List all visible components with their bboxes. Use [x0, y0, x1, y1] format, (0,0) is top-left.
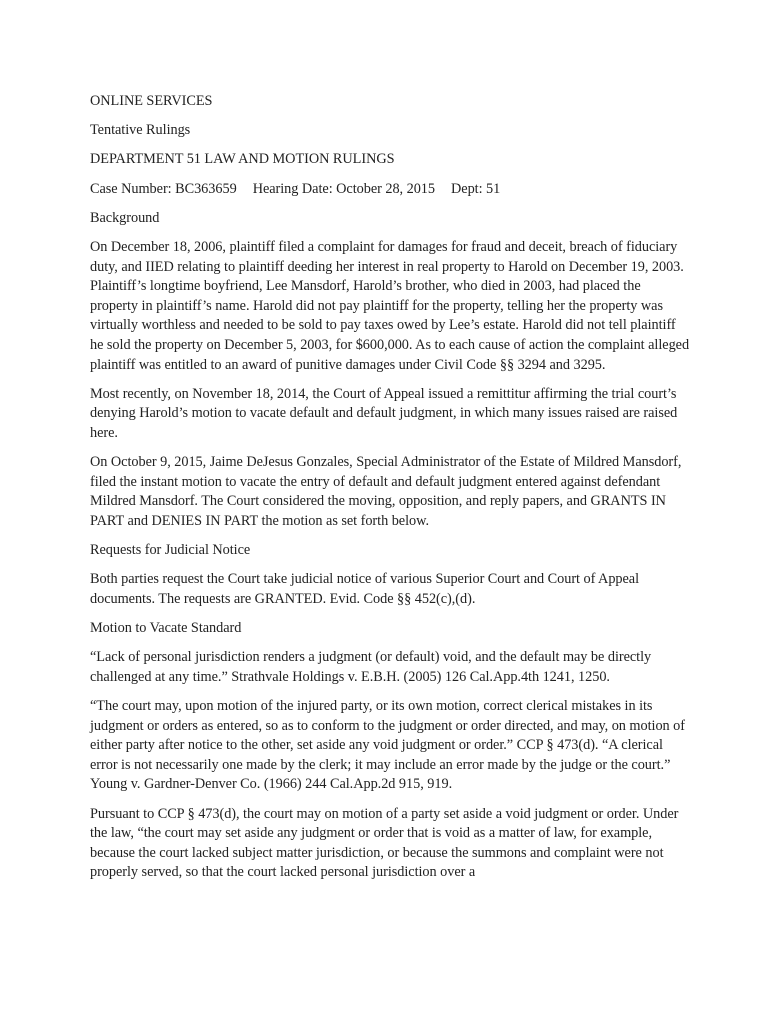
standard-paragraph-3: Pursuant to CCP § 473(d), the court may on motion of a party set aside a void judgment or order. Under the law, “the court may set aside any judgment or order that is void as a matter of law, for example, because the court lacked subject matter jurisdiction, or because the summons and complaint were not properly served, so that the court lacked personal jurisdiction over a [90, 805, 679, 881]
case-info-line [90, 180, 690, 200]
case-number: Case Number: BC363659 [90, 180, 237, 197]
dept-number: Dept: 51 [451, 180, 501, 197]
header-department: DEPARTMENT 51 LAW AND MOTION RULINGS [90, 151, 395, 168]
judicial-notice-heading: Requests for Judicial Notice [90, 542, 251, 559]
hearing-date: Hearing Date: October 28, 2015 [252, 180, 436, 197]
background-paragraph-3: On October 9, 2015, Jaime DeJesus Gonzales, Special Administrator of the Estate of Mildred Mansdorf, filed the instant motion to vacate the entry of default and default judgment entered against defendant Mildred Mansdorf. The Court considered the moving, opposition, and reply papers, and GRANTS IN PART and DENIES IN PART the motion as set forth below. [90, 454, 682, 529]
background-paragraph-2: Most recently, on November 18, 2014, the Court of Appeal issued a remittitur affirming the trial court’s denying Harold’s motion to vacate default and default judgment, in which many issues raised are raised here. [90, 385, 678, 441]
standard-paragraph-2: “The court may, upon motion of the injured party, or its own motion, correct clerical mistakes in its judgment or orders as entered, so as to conform to the judgment or order directed, and may, on motion of either party after notice to the other, set aside any void judgment or order.” CCP § 473(d). “A clerical error is not necessarily one made by the clerk; it may include an error made by the judge or the court.” Young v. Gardner-Denver Co. (1966) 244 Cal.App.2d 915, 919. [90, 697, 685, 793]
header-tentative-rulings: Tentative Rulings [90, 122, 191, 139]
background-heading: Background [90, 209, 160, 226]
judicial-notice-paragraph: Both parties request the Court take judicial notice of various Superior Court and Court of Appeal documents. The requests are GRANTED. Evid. Code §§ 452(c),(d). [90, 571, 640, 607]
document-body [90, 92, 690, 893]
background-paragraph-1: On December 18, 2006, plaintiff filed a complaint for damages for fraud and deceit, breach of fiduciary duty, and IIED relating to plaintiff deeding her interest in real property to Harold on December 19, 2003. Plaintiff’s longtime boyfriend, Lee Mansdorf, Harold’s brother, who died in 2003, had placed the property in plaintiff’s name. Harold did not pay plaintiff for the property, telling her the property was virtually worthless and needed to be sold to pay taxes owed by Lee’s estate. Harold did not tell plaintiff he sold the property on December 5, 2003, for $600,000. As to each cause of action the complaint alleged plaintiff was entitled to an award of punitive damages under Civil Code §§ 3294 and 3295. [90, 238, 690, 373]
standard-paragraph-1: “Lack of personal jurisdiction renders a judgment (or default) void, and the default may be directly challenged at any time.” Strathvale Holdings v. E.B.H. (2005) 126 Cal.App.4th 1241, 1250. [90, 649, 652, 685]
header-online-services: ONLINE SERVICES [90, 93, 213, 109]
standard-heading: Motion to Vacate Standard [90, 620, 242, 636]
